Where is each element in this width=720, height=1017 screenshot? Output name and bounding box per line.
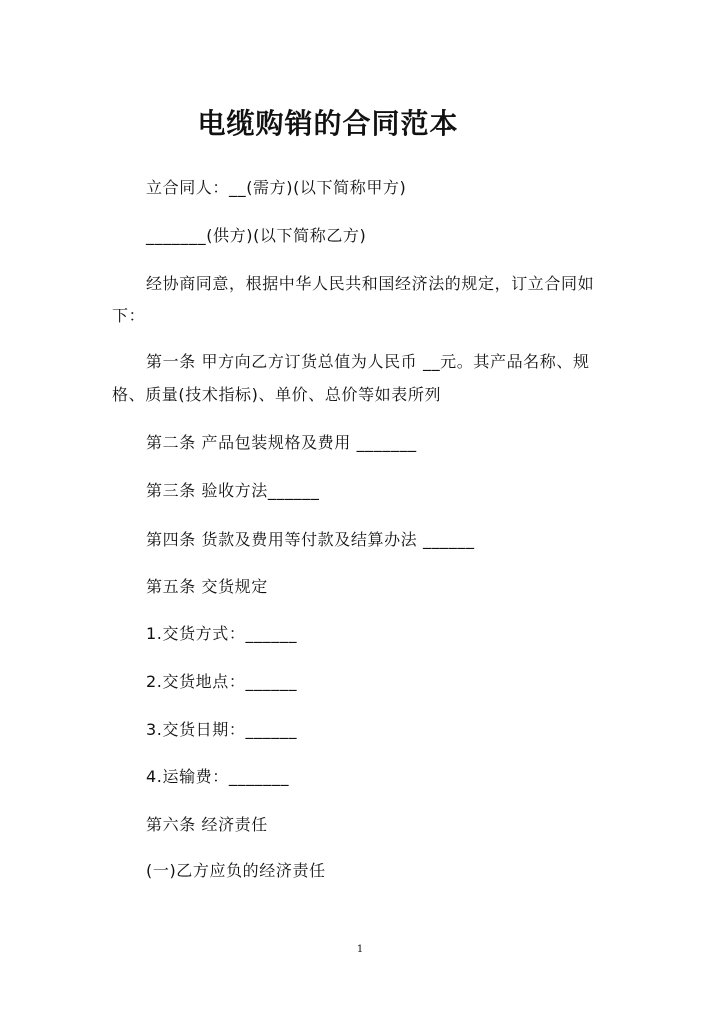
shipping-cost: 4.运输费：_______ — [146, 767, 290, 786]
party-b-liability: (一)乙方应负的经济责任 — [146, 861, 326, 880]
document-title: 电缆购销的合同范本 — [197, 107, 459, 140]
delivery-location: 2.交货地点：______ — [146, 672, 298, 691]
article-2: 第二条 产品包装规格及费用 _______ — [146, 433, 417, 452]
preamble-line: 经协商同意，根据中华人民共和国经济法的规定，订立合同如 — [146, 274, 595, 293]
page-number: 1 — [356, 944, 364, 955]
delivery-method: 1.交货方式：______ — [146, 624, 298, 643]
article-1-cont: 格、质量(技术指标)、单价、总价等如表所列 — [112, 385, 442, 404]
delivery-date: 3.交货日期：______ — [146, 720, 298, 739]
article-1: 第一条 甲方向乙方订货总值为人民币 __元。其产品名称、规 — [146, 352, 590, 371]
preamble-line-cont: 下： — [112, 306, 146, 325]
party-a-line: 立合同人：__(需方)(以下简称甲方) — [146, 178, 407, 197]
article-4: 第四条 货款及费用等付款及结算办法 ______ — [146, 530, 475, 549]
article-6: 第六条 经济责任 — [146, 815, 268, 834]
article-5: 第五条 交货规定 — [146, 577, 268, 596]
article-3: 第三条 验收方法______ — [146, 481, 320, 500]
party-b-line: _______(供方)(以下简称乙方) — [146, 226, 367, 245]
